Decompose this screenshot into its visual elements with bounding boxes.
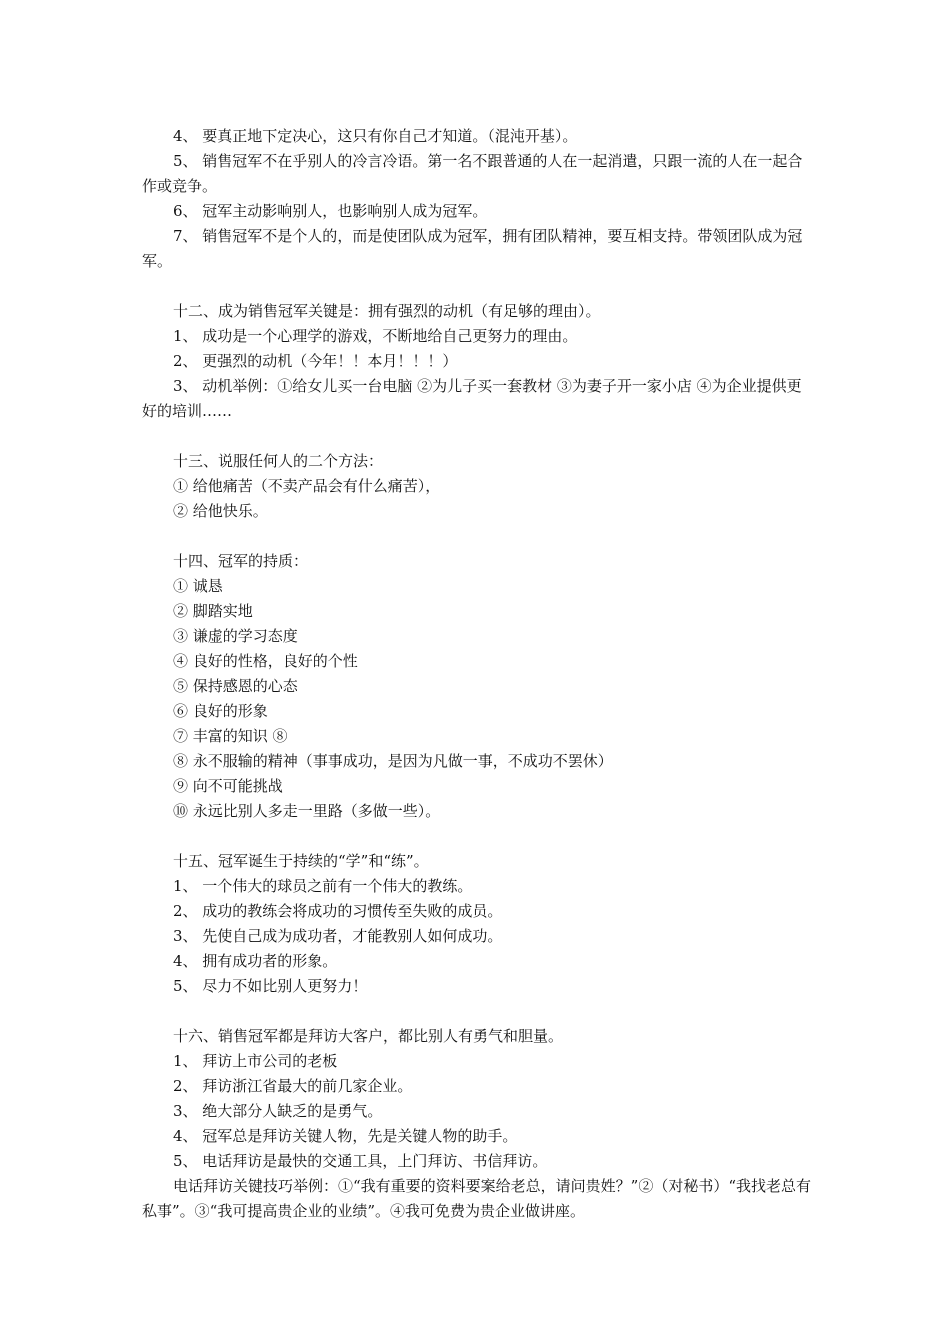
list-item: 2、 成功的教练会将成功的习惯传至失败的成员。 <box>173 902 503 920</box>
list-item: ⑧ 永不服输的精神（事事成功，是因为凡做一事，不成功不罢休） <box>173 752 613 770</box>
section-heading: 十二、成为销售冠军关键是：拥有强烈的动机（有足够的理由）。 <box>173 302 601 320</box>
list-item: 6、 冠军主动影响别人，也影响别人成为冠军。 <box>173 202 488 220</box>
list-item: ④ 良好的性格，良好的个性 <box>173 652 358 670</box>
list-item: ① 诚恳 <box>173 577 223 595</box>
list-item: 3、 动机举例：①给女儿买一台电脑 ②为儿子买一套教材 ③为妻子开一家小店 ④为企业提供更好的培训…… <box>142 377 802 420</box>
spacer <box>142 824 812 849</box>
spacer <box>142 424 812 449</box>
list-item: ⑤ 保持感恩的心态 <box>173 677 298 695</box>
list-item: 1、 拜访上市公司的老板 <box>173 1052 338 1070</box>
list-item: ② 脚踏实地 <box>173 602 253 620</box>
section-heading: 十六、销售冠军都是拜访大客户，都比别人有勇气和胆量。 <box>173 1027 564 1045</box>
list-item: 4、 拥有成功者的形象。 <box>173 952 338 970</box>
spacer <box>142 274 812 299</box>
list-item: 7、 销售冠军不是个人的，而是使团队成为冠军，拥有团队精神，要互相支持。带领团队成为冠军。 <box>142 227 803 270</box>
section-heading: 十三、说服任何人的二个方法： <box>173 452 384 470</box>
paragraph: 电话拜访关键技巧举例：①“我有重要的资料要案给老总，请问贵姓？”②（对秘书）“我找老总有私事”。③“我可提高贵企业的业绩”。④我可免费为贵企业做讲座。 <box>142 1177 812 1220</box>
list-item: 2、 拜访浙江省最大的前几家企业。 <box>173 1077 413 1095</box>
section-heading: 十五、冠军诞生于持续的“学”和“练”。 <box>173 852 429 870</box>
list-item: 4、 要真正地下定决心，这只有你自己才知道。（混沌开基）。 <box>173 127 578 145</box>
list-item: 3、 先使自己成为成功者，才能教别人如何成功。 <box>173 927 503 945</box>
list-item: ⑦ 丰富的知识 ⑧ <box>173 727 288 745</box>
list-item: 4、 冠军总是拜访关键人物，先是关键人物的助手。 <box>173 1127 518 1145</box>
section-heading: 十四、冠军的持质： <box>173 552 309 570</box>
list-item: 2、 更强烈的动机（今年！！本月！！！） <box>173 352 458 370</box>
list-item: ② 给他快乐。 <box>173 502 268 520</box>
document-page <box>142 124 812 1224</box>
spacer <box>142 999 812 1024</box>
list-item: ③ 谦虚的学习态度 <box>173 627 298 645</box>
list-item: 1、 成功是一个心理学的游戏，不断地给自己更努力的理由。 <box>173 327 578 345</box>
list-item: 5、 尽力不如比别人更努力！ <box>173 977 368 995</box>
list-item: ① 给他痛苦（不卖产品会有什么痛苦）， <box>173 477 441 495</box>
list-item: ⑥ 良好的形象 <box>173 702 268 720</box>
list-item: ⑨ 向不可能挑战 <box>173 777 283 795</box>
list-item: 3、 绝大部分人缺乏的是勇气。 <box>173 1102 383 1120</box>
list-item: ⑩ 永远比别人多走一里路（多做一些）。 <box>173 802 441 820</box>
list-item: 5、 电话拜访是最快的交通工具，上门拜访、书信拜访。 <box>173 1152 548 1170</box>
spacer <box>142 524 812 549</box>
list-item: 1、 一个伟大的球员之前有一个伟大的教练。 <box>173 877 473 895</box>
list-item: 5、 销售冠军不在乎别人的冷言冷语。第一名不跟普通的人在一起消遣，只跟一流的人在一起合作或竞争。 <box>142 152 803 195</box>
